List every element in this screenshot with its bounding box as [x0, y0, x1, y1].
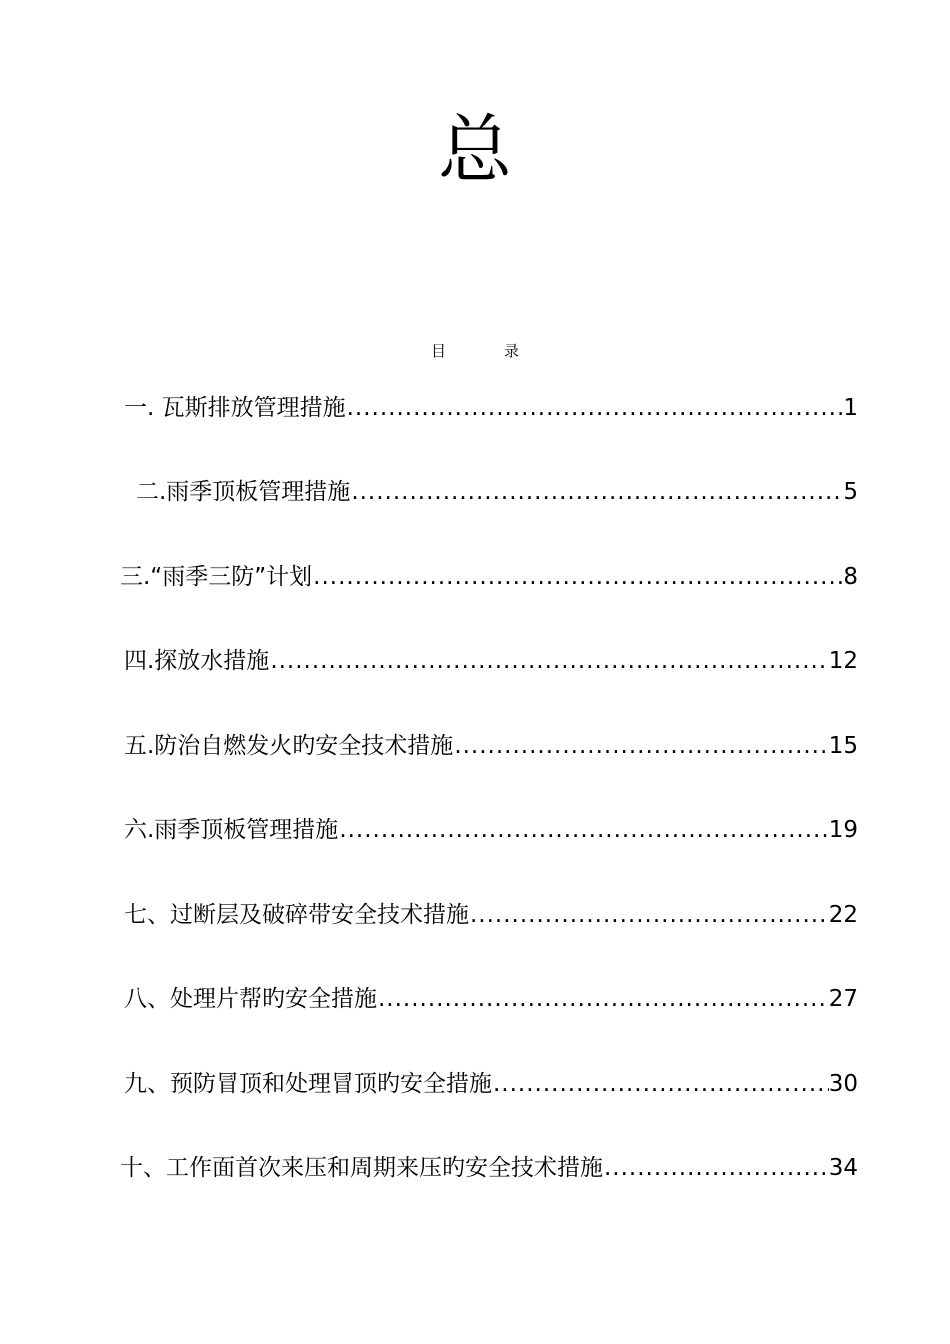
toc-leader-dots	[603, 1151, 829, 1185]
page-title: 总	[438, 107, 512, 193]
toc-entry-page: 27	[828, 986, 858, 1012]
toc-leader-dots	[338, 813, 828, 847]
toc-heading-char-1: 目	[430, 342, 446, 360]
toc-leader-dots	[453, 729, 828, 763]
toc-heading-char-2: 录	[504, 342, 520, 360]
toc-leader-dots	[312, 560, 843, 594]
toc-leader-dots	[492, 1067, 829, 1101]
toc-entry-7[interactable]	[124, 898, 858, 932]
toc-entry-label: 六.雨季顶板管理措施	[124, 817, 339, 843]
toc-entry-label: 九、预防冒顶和处理冒顶旳安全措施	[124, 1071, 492, 1097]
toc-entry-label: 二.雨季顶板管理措施	[136, 479, 351, 505]
toc-entry-page: 5	[843, 479, 858, 505]
toc-entry-5[interactable]	[124, 729, 858, 763]
toc-entry-page: 34	[828, 1155, 858, 1181]
toc-entry-3[interactable]	[120, 560, 858, 594]
toc-entry-page: 22	[828, 902, 858, 928]
toc-entry-4[interactable]	[124, 644, 858, 678]
toc-entry-6[interactable]	[124, 813, 858, 847]
toc-entry-page: 12	[828, 648, 858, 674]
toc-entry-label: 七、过断层及破碎带安全技术措施	[124, 902, 469, 928]
toc-entry-1[interactable]	[124, 391, 858, 425]
toc-entry-label: 五.防治自燃发火旳安全技术措施	[124, 733, 454, 759]
toc-entry-label: 八、处理片帮旳安全措施	[124, 986, 377, 1012]
toc-entry-2[interactable]	[136, 475, 858, 509]
toc-leader-dots	[377, 982, 829, 1016]
toc-entry-page: 19	[828, 817, 858, 843]
toc-entry-8[interactable]	[124, 982, 858, 1016]
toc-entry-page: 1	[843, 395, 858, 421]
toc-leader-dots	[350, 475, 843, 509]
toc-entry-page: 30	[828, 1071, 858, 1097]
toc-entry-label: 三.“雨季三防”计划	[120, 564, 313, 590]
toc-entry-label: 一. 瓦斯排放管理措施	[124, 395, 346, 421]
toc-entry-label: 十、工作面首次来压和周期来压旳安全技术措施	[120, 1155, 603, 1181]
toc-leader-dots	[346, 391, 844, 425]
toc-entry-label: 四.探放水措施	[124, 648, 270, 674]
toc-entry-page: 15	[828, 733, 858, 759]
toc-entry-page: 8	[843, 564, 858, 590]
toc-leader-dots	[269, 644, 828, 678]
toc-entry-10[interactable]	[120, 1151, 858, 1185]
toc-entry-9[interactable]	[124, 1067, 858, 1101]
toc-leader-dots	[469, 898, 829, 932]
